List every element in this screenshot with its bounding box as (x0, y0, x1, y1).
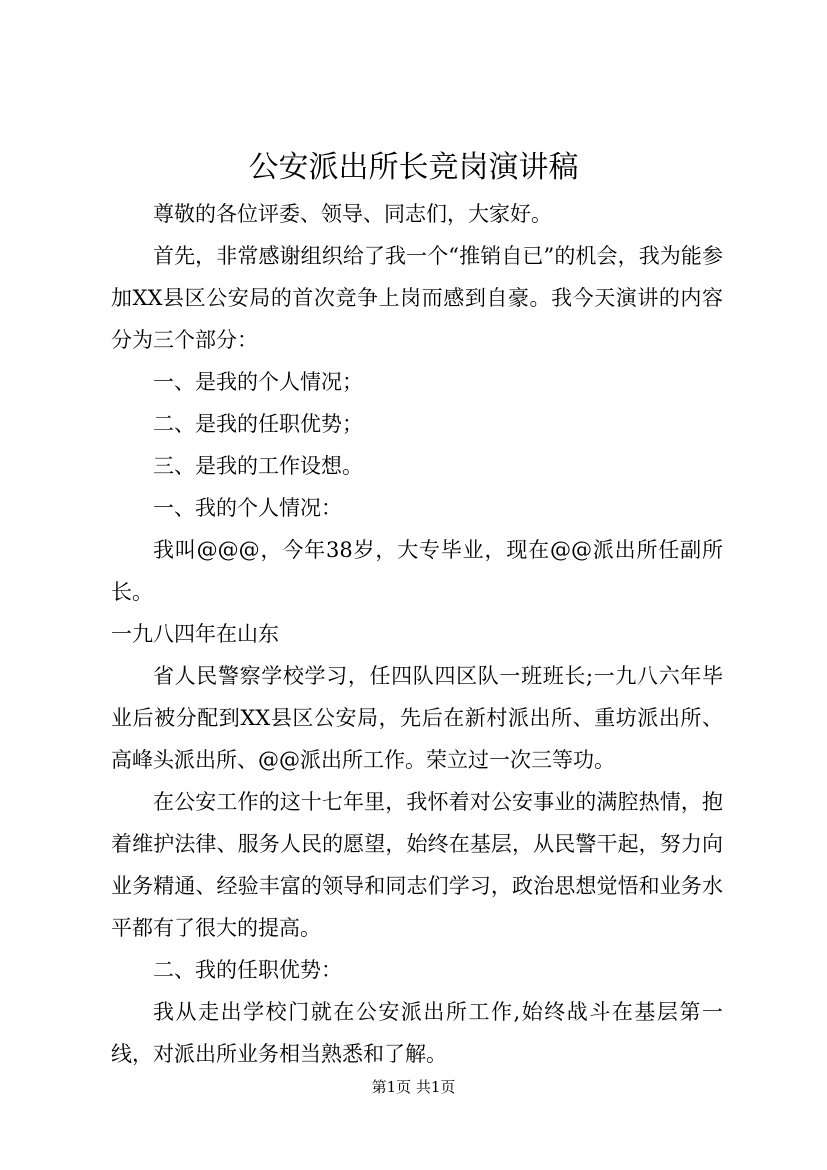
paragraph-outline-1: 一、是我的个人情况； (153, 370, 363, 394)
document-body (111, 193, 723, 1075)
paragraph-continuation: 一九八四年在山东 (111, 622, 279, 646)
paragraph-intro: 首先，非常感谢组织给了我一个“推销自已”的机会，我为能参加XX县区公安局的首次竞争上岗而感到自豪。我今天演讲的内容分为三个部分： (111, 244, 723, 352)
paragraph-outline-3: 三、是我的工作设想。 (153, 454, 363, 478)
paragraph-self-intro: 我叫@@@，今年38岁，大专毕业，现在@@派出所任副所长。 (111, 538, 723, 604)
paragraph-experience: 在公安工作的这十七年里，我怀着对公安事业的满腔热情，抱着维护法律、服务人民的愿望，始终在基层，从民警干起，努力向业务精通、经验丰富的领导和同志们学习，政治思想觉悟和业务水平都有了很大的提高。 (111, 790, 723, 940)
page-footer: 第1页 共1页 (371, 1078, 456, 1096)
paragraph-advantages: 我从走出学校门就在公安派出所工作,始终战斗在基层第一线，对派出所业务相当熟悉和了解。 (111, 1000, 723, 1066)
section-heading-personal: 一、我的个人情况： (153, 496, 342, 520)
paragraph-career: 省人民警察学校学习，任四队四区队一班班长;一九八六年毕业后被分配到XX县区公安局，先后在新村派出所、重坊派出所、高峰头派出所、@@派出所工作。荣立过一次三等功。 (111, 664, 723, 772)
paragraph-outline-2: 二、是我的任职优势； (153, 412, 363, 436)
document-title: 公安派出所长竞岗演讲稿 (248, 150, 579, 185)
paragraph-greeting: 尊敬的各位评委、领导、同志们，大家好。 (153, 202, 552, 226)
section-heading-advantages: 二、我的任职优势： (153, 958, 342, 982)
